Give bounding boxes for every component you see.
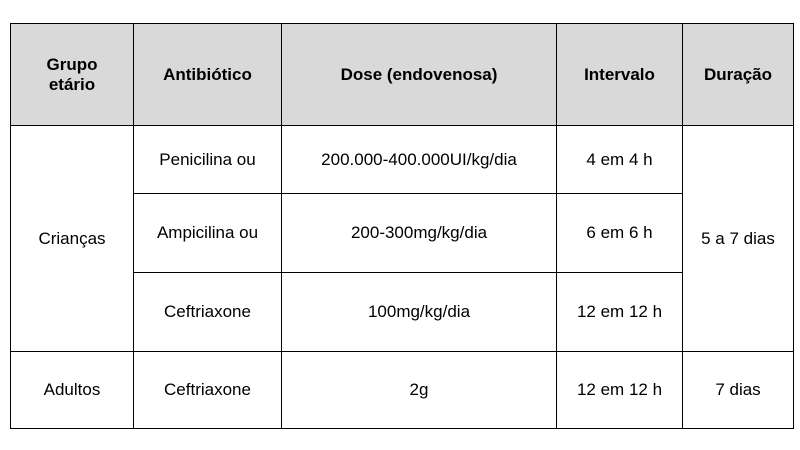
cell-antibiotic: Ceftriaxone <box>134 352 282 429</box>
cell-interval: 12 em 12 h <box>557 352 683 429</box>
header-interval: Intervalo <box>557 24 683 126</box>
cell-dose: 2g <box>282 352 557 429</box>
table-row <box>11 126 794 194</box>
antibiotic-dosage-table <box>10 23 794 429</box>
cell-group-children: Crianças <box>11 126 134 352</box>
header-group-line2: etário <box>48 74 96 94</box>
cell-interval: 6 em 6 h <box>557 194 683 273</box>
cell-interval: 12 em 12 h <box>557 273 683 352</box>
cell-dose: 100mg/kg/dia <box>282 273 557 352</box>
cell-antibiotic: Ampicilina ou <box>134 194 282 273</box>
table-header-row <box>11 24 794 126</box>
table-row <box>11 352 794 429</box>
cell-antibiotic: Penicilina ou <box>134 126 282 194</box>
header-dose: Dose (endovenosa) <box>282 24 557 126</box>
cell-dose: 200-300mg/kg/dia <box>282 194 557 273</box>
cell-dose: 200.000-400.000UI/kg/dia <box>282 126 557 194</box>
cell-group-adults: Adultos <box>11 352 134 429</box>
header-antibiotic: Antibiótico <box>134 24 282 126</box>
header-group <box>11 24 134 126</box>
cell-antibiotic: Ceftriaxone <box>134 273 282 352</box>
header-group-line1: Grupo <box>46 54 98 74</box>
cell-duration-children: 5 a 7 dias <box>683 126 794 352</box>
header-duration: Duração <box>683 24 794 126</box>
cell-interval: 4 em 4 h <box>557 126 683 194</box>
cell-duration-adults: 7 dias <box>683 352 794 429</box>
